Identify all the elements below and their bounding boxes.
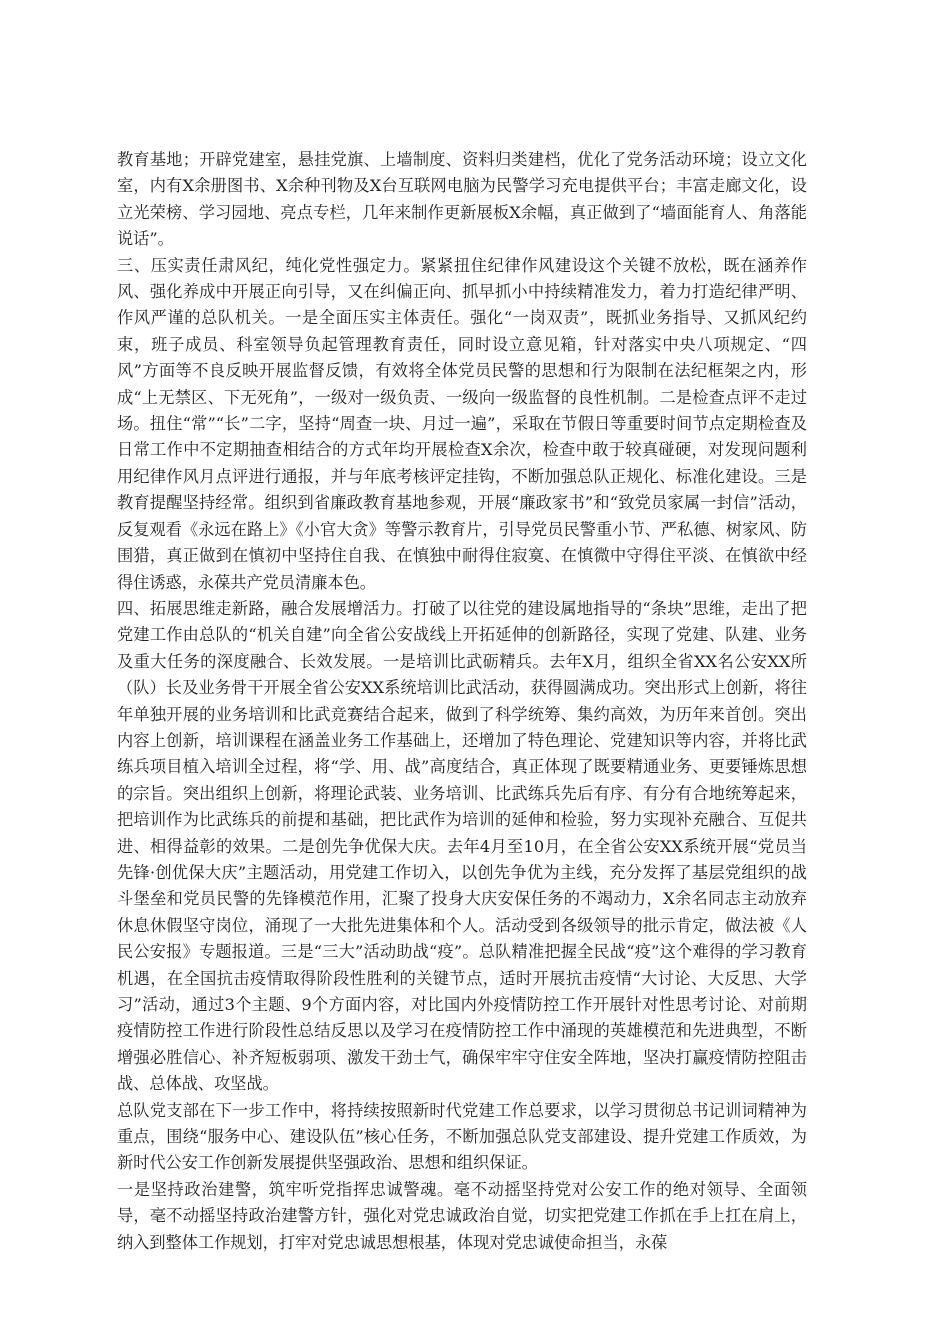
paragraph-section-three: 三、压实责任肃风纪，纯化党性强定力。紧紧扭住纪律作风建设这个关键不放松，既在涵养作风、强化养成中开展正向引导，又在纠偏正向、抓早抓小中持续精准发力，着力打造纪律严明、作风严谨的总队机关。一是全面压实主体责任。强化“一岗双责”，既抓业务指导、又抓风纪约束，班子成员、科室领导负起管理教育责任，同时设立意见箱，针对落实中央八项规定、“四风”方面等不良反映开展监督反馈，有效将全体党员民警的思想和行为限制在法纪框架之内，形成“上无禁区、下无死角”，一级对一级负责、一级向一级监督的良性机制。二是检查点评不走过场。扭住“常”“长”二字，坚持“周查一块、月过一遍”，采取在节假日等重要时间节点定期检查及日常工作中不定期抽查相结合的方式年均开展检查X余次，检查中敢于较真碰硬，对发现问题利用纪律作风月点评进行通报，并与年底考核评定挂钩，不断加强总队正规化、标准化建设。三是教育提醒坚持经常。组织到省廉政教育基地参观，开展“廉政家书”和“致党员家属一封信”活动，反复观看《永远在路上》《小官大贪》等警示教育片，引导党员民警重小节、严私德、树家风、防围猎，真正做到在慎初中坚持住自我、在慎独中耐得住寂寞、在慎微中守得住平淡、在慎欲中经得住诱惑，永葆共产党员清廉本色。 (117, 255, 807, 592)
paragraph-section-four: 四、拓展思维走新路，融合发展增活力。打破了以往党的建设属地指导的“条块”思维，走出了把党建工作由总队的“机关自建”向全省公安战线上开拓延伸的创新路径，实现了党建、队建、业务及重大任务的深度融合、长效发展。一是培训比武砺精兵。去年X月，组织全省XX名公安XX所（队）长及业务骨干开展全省公安XX系统培训比武活动，获得圆满成功。突出形式上创新，将往年单独开展的业务培训和比武竞赛结合起来，做到了科学统筹、集约高效，为历年来首创。突出内容上创新，培训课程在涵盖业务工作基础上，还增加了特色理论、党建知识等内容，并将比武练兵项目植入培训全过程，将“学、用、战”高度结合，真正体现了既要精通业务、更要锤炼思想的宗旨。突出组织上创新，将理论武装、业务培训、比武练兵先后有序、有分有合地统筹起来，把培训作为比武练兵的前提和基础，把比武作为培训的延伸和检验，努力实现补充融合、互促共进、相得益彰的效果。二是创先争优保大庆。去年4月至10月，在全省公安XX系统开展“党员当先锋·创优保大庆”主题活动，用党建工作切入，以创先争优为主线，充分发挥了基层党组织的战斗堡垒和党员民警的先锋模范作用，汇聚了投身大庆安保任务的不竭动力，X余名同志主动放弃休息休假坚守岗位，涌现了一大批先进集体和个人。活动受到各级领导的批示肯定，做法被《人民公安报》专题报道。三是“三大”活动助战“疫”。总队精准把握全民战“疫”这个难得的学习教育机遇，在全国抗击疫情取得阶段性胜利的关键节点，适时开展抗击疫情“大讨论、大反思、大学习”活动，通过3个主题、9个方面内容，对比国内外疫情防控工作开展针对性思考讨论、对前期疫情防控工作进行阶段性总结反思以及学习在疫情防控工作中涌现的英雄模范和先进典型，不断增强必胜信心、补齐短板弱项、激发干劲士气，确保牢牢守住安全阵地，坚决打赢疫情防控阻击战、总体战、攻坚战。 (117, 598, 807, 1094)
paragraph-continuation: 教育基地；开辟党建室，悬挂党旗、上墙制度、资料归类建档，优化了党务活动环境；设立文化室，内有X余册图书、X余种刊物及X台互联网电脑为民警学习充电提供平台；丰富走廊文化，设立光荣榜、学习园地、亮点专栏，几年来制作更新展板X余幅，真正做到了“墙面能育人、角落能说话”。 (117, 150, 807, 249)
paragraph-next-steps: 总队党支部在下一步工作中，将持续按照新时代党建工作总要求，以学习贯彻总书记训词精神为重点，围绕“服务中心、建设队伍”核心任务，不断加强总队党支部建设、提升党建工作质效，为新时代公安工作创新发展提供坚强政治、思想和组织保证。 (117, 1100, 807, 1173)
document-body (117, 147, 807, 1256)
paragraph-point-one: 一是坚持政治建警，筑牢听党指挥忠诚警魂。毫不动摇坚持党对公安工作的绝对领导、全面领导，毫不动摇坚持政治建警方针，强化对党忠诚政治自觉，切实把党建工作抓在手上扛在肩上，纳入到整体工作规划，打牢对党忠诚思想根基，体现对党忠诚使命担当，永葆 (117, 1179, 807, 1252)
